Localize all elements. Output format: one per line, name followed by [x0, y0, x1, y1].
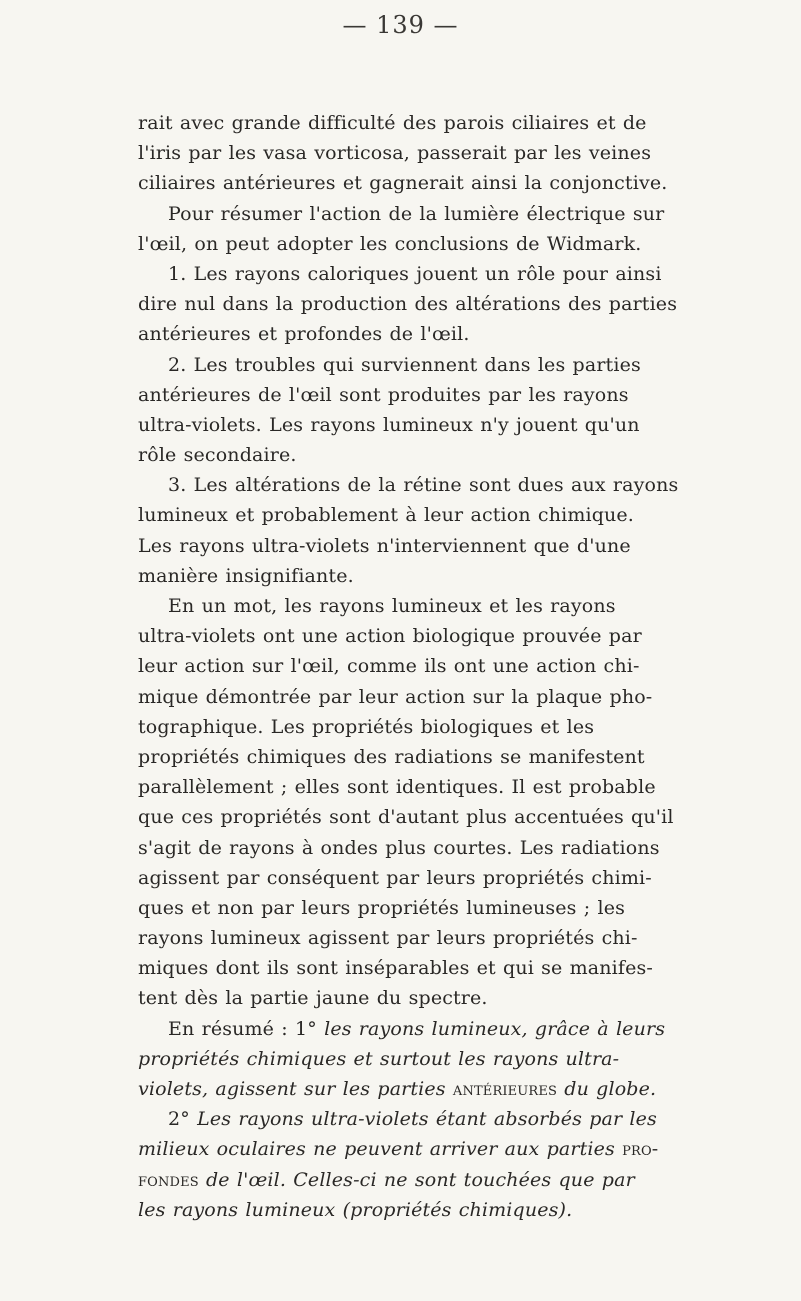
- text-line: rôle secondaire.: [138, 444, 297, 467]
- text-line: En un mot, les rayons lumineux et les rayons: [168, 595, 616, 617]
- summary-italic: Les rayons ultra-violets étant absorbés par les: [197, 1108, 657, 1131]
- summary-line-6: [138, 1165, 680, 1195]
- summary-line-7: les rayons lumineux (propriétés chimiques).: [138, 1198, 573, 1221]
- text-line: Les rayons ultra-violets n'interviennent que d'une: [138, 534, 631, 557]
- summary-italic: violets, agissent sur les parties: [138, 1078, 446, 1100]
- summary-line-1: [138, 1014, 680, 1044]
- text-line: dire nul dans la production des altérations des parties: [138, 293, 678, 316]
- text-line: 2. Les troubles qui surviennent dans les parties: [168, 353, 641, 376]
- text-line: rayons lumineux agissent par leurs propriétés chi-: [138, 927, 638, 950]
- text-line: propriétés chimiques des radiations se manifestent: [138, 745, 645, 768]
- text-line: parallèlement ; elles sont identiques. Il est probable: [138, 776, 656, 799]
- text-line: s'agit de rayons à ondes plus courtes. Les radiations: [138, 836, 660, 859]
- text-line: l'iris par les vasa vorticosa, passerait par les veines: [138, 142, 652, 165]
- summary-small-caps: fondes: [138, 1168, 199, 1191]
- text-line: lumineux et probablement à leur action chimique.: [138, 504, 635, 527]
- text-line: tographique. Les propriétés biologiques et les: [138, 715, 595, 738]
- text-line: agissent par conséquent par leurs propriétés chimi-: [138, 866, 652, 889]
- summary-italic: les rayons lumineux, grâce à leurs: [324, 1017, 666, 1040]
- summary-line-3: [138, 1074, 680, 1104]
- summary-line-2: propriétés chimiques et surtout les rayons ultra-: [138, 1047, 620, 1070]
- summary-small-caps: pro-: [622, 1138, 659, 1161]
- text-line: tent dès la partie jaune du spectre.: [138, 987, 488, 1010]
- text-line: rait avec grande difficulté des parois ciliaires et de: [138, 112, 647, 134]
- text-line: manière insignifiante.: [138, 564, 354, 587]
- text-line: ciliaires antérieures et gagnerait ainsi la conjonctive.: [138, 172, 668, 195]
- text-line: ques et non par leurs propriétés lumineuses ; les: [138, 896, 626, 919]
- text-line: leur action sur l'œil, comme ils ont une action chi-: [138, 655, 640, 678]
- summary-line-5: [138, 1134, 680, 1164]
- text-line: ultra-violets ont une action biologique prouvée par: [138, 625, 642, 648]
- page-number: — 139 —: [342, 11, 459, 39]
- summary-lead: En résumé : 1°: [168, 1017, 317, 1040]
- text-line: miques dont ils sont inséparables et qui se manifes-: [138, 957, 653, 980]
- text-line: 1. Les rayons caloriques jouent un rôle pour ainsi: [168, 262, 662, 285]
- summary-small-caps: antérieures: [452, 1078, 558, 1100]
- text-line: Pour résumer l'action de la lumière électrique sur: [168, 202, 665, 225]
- text-line: ultra-violets. Les rayons lumineux n'y jouent qu'un: [138, 413, 640, 436]
- summary-point-number: 2°: [168, 1108, 190, 1131]
- text-line: 3. Les altérations de la rétine sont dues aux rayons: [168, 474, 679, 497]
- text-line: antérieures de l'œil sont produites par les rayons: [138, 383, 629, 406]
- summary-italic: de l'œil. Celles-ci ne sont touchées que par: [205, 1168, 635, 1191]
- summary-line-4: [138, 1104, 680, 1134]
- text-line: l'œil, on peut adopter les conclusions de Widmark.: [138, 232, 642, 255]
- summary-italic: du globe.: [564, 1078, 657, 1100]
- text-line: mique démontrée par leur action sur la plaque pho-: [138, 685, 653, 708]
- summary-italic: milieux oculaires ne peuvent arriver aux parties: [138, 1138, 615, 1161]
- body-text: [138, 108, 680, 1225]
- text-line: antérieures et profondes de l'œil.: [138, 323, 470, 346]
- text-line: que ces propriétés sont d'autant plus accentuées qu'il: [138, 806, 674, 829]
